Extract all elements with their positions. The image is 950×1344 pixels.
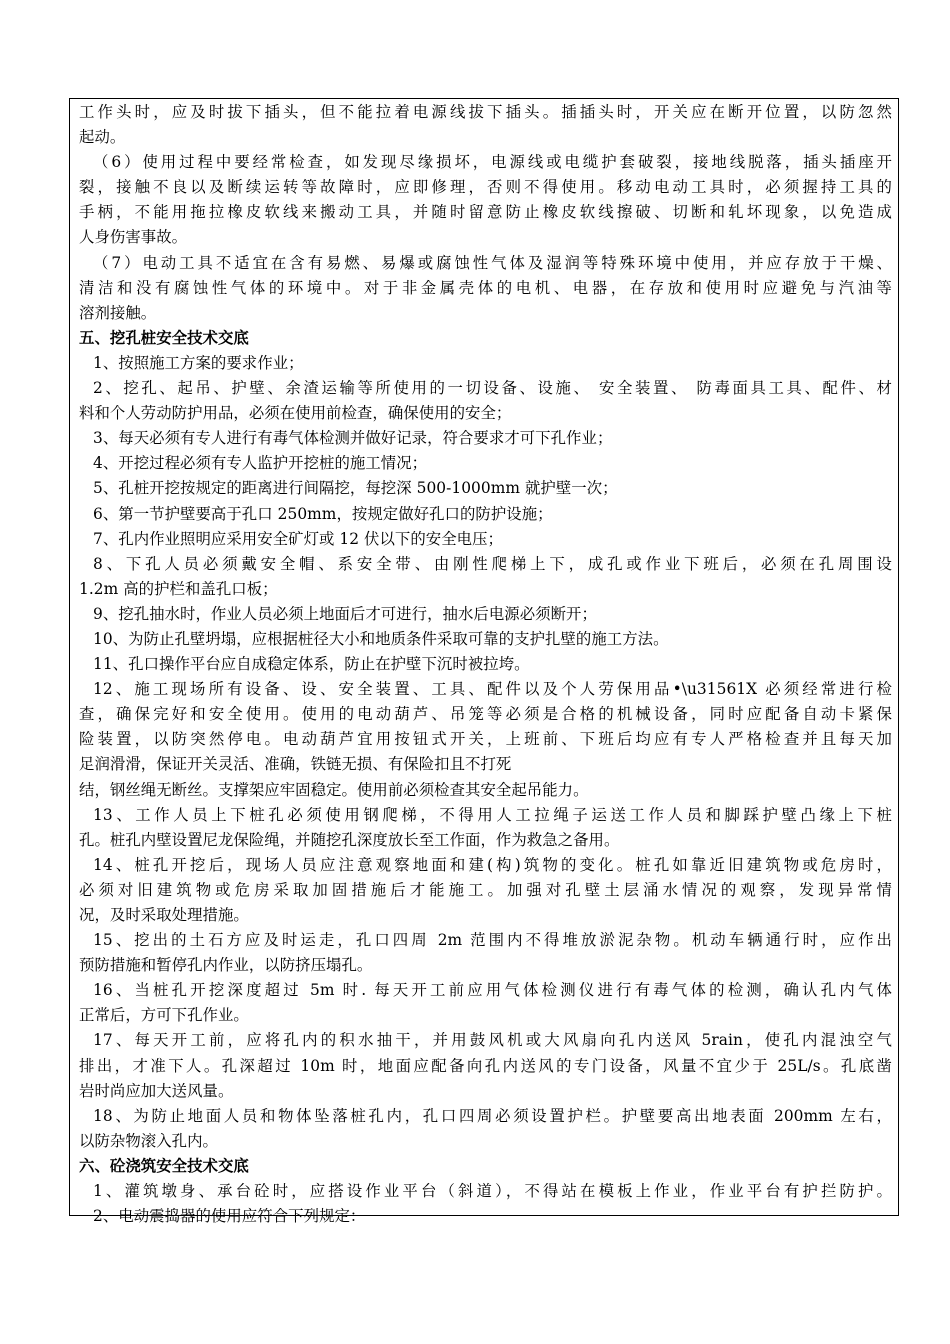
- text-line: 2、电动震捣器的使用应符合下列规定：: [93, 1207, 366, 1226]
- text-line: 正常后，方可下孔作业。: [79, 1006, 249, 1025]
- text-line: 11、孔口操作平台应自成稳定体系，防止在护壁下沉时被拉垮。: [93, 655, 530, 674]
- text-line: 结，钢丝绳无断丝。支撑架应牢固稳定。使用前必须检查其安全起吊能力。: [79, 780, 589, 799]
- text-line: 清洁和没有腐蚀性气体的环境中。对于非金属壳体的电机、电器，在存放和使用时应避免与汽油等: [79, 278, 892, 297]
- text-line: 裂，接触不良以及断续运转等故障时，应即修理，否则不得使用。移动电动工具时，必须握持工具的: [79, 178, 892, 197]
- text-line: 1、按照施工方案的要求作业；: [93, 353, 304, 372]
- text-line: （7）电动工具不适宜在含有易燃、易爆或腐蚀性气体及湿润等特殊环境中使用，并应存放于干燥、: [93, 253, 892, 272]
- text-line: 必须对旧建筑物或危房采取加固措施后才能施工。加强对孔壁土层涌水情况的观察，发现异常情: [79, 880, 892, 899]
- text-line: 2、挖孔、起吊、护壁、余渣运输等所使用的一切设备、设施、 安全装置、 防毒面具工具、配件、材: [93, 379, 892, 398]
- text-line: 14、桩孔开挖后，现场人员应注意观察地面和建(构)筑物的变化。桩孔如靠近旧建筑物或危房时，: [93, 855, 892, 874]
- text-line: 17、每天开工前，应将孔内的积水抽干，并用鼓风机或大风扇向孔内送风 5rain，使孔内混浊空气: [93, 1031, 892, 1050]
- text-line: 工作头时，应及时拔下插头，但不能拉着电源线拔下插头。插插头时，开关应在断开位置，以防忽然: [79, 103, 892, 121]
- section-heading: 五、挖孔桩安全技术交底: [79, 328, 249, 347]
- text-line: 12、施工现场所有设备、设、安全装置、工具、配件以及个人劳保用品•\u31561X 必须经常进行检: [93, 680, 892, 699]
- text-line: 人身伤害事故。: [79, 228, 188, 247]
- text-line: 16、当桩孔开挖深度超过 5m 时. 每天开工前应用气体检测仪进行有毒气体的检测，确认孔内气体: [93, 981, 892, 1000]
- text-line: 1.2m 高的护栏和盖孔口板；: [79, 579, 278, 598]
- text-line: 4、开挖过程必须有专人监护开挖桩的施工情况；: [93, 454, 428, 473]
- text-line: 溶剂接触。: [79, 303, 157, 322]
- text-line: 孔。桩孔内壁设置尼龙保险绳，并随挖孔深度放长至工作面，作为救急之备用。: [79, 830, 620, 849]
- text-line: 料和个人劳动防护用品，必须在使用前检查，确保使用的安全；: [79, 404, 512, 423]
- text-line: 起动。: [79, 128, 126, 147]
- text-line: 7、孔内作业照明应采用安全矿灯或 12 伏以下的安全电压；: [93, 529, 503, 548]
- text-line: 13、工作人员上下桩孔必须使用钢爬梯，不得用人工拉绳子运送工作人员和脚踩护壁凸缘上下桩: [93, 805, 892, 824]
- text-line: 6、第一节护壁要高于孔口 250mm，按规定做好孔口的防护设施；: [93, 504, 553, 523]
- text-line: 8、下孔人员必须戴安全帽、系安全带、由刚性爬梯上下，成孔或作业下班后，必须在孔周围设: [93, 554, 892, 573]
- text-line: 足润滑滑，保证开关灵活、准确，铁链无损、有保险扣且不打死: [79, 755, 512, 774]
- text-line: 手柄，不能用拖拉橡皮软线来搬动工具，并随时留意防止橡皮软线擦破、切断和轧坏现象，以免造成: [79, 203, 892, 222]
- text-line: 1、灌筑墩身、承台砼时，应搭设作业平台（斜道），不得站在模板上作业，作业平台有护拦防护。: [93, 1182, 892, 1201]
- text-line: 排出，才准下人。孔深超过 10m 时，地面应配备向孔内送风的专门设备，风量不宜少于 25L/s。孔底凿: [79, 1056, 892, 1075]
- text-line: 查，确保完好和安全使用。使用的电动葫芦、吊笼等必须是合格的机械设备，同时应配备自动卡紧保: [79, 705, 892, 724]
- text-line: 10、为防止孔壁坍塌，应根据桩径大小和地质条件采取可靠的支护扎壁的施工方法。: [93, 629, 669, 648]
- document-content-frame: [69, 98, 899, 1226]
- text-line: 岩时尚应加大送风量。: [79, 1081, 234, 1100]
- text-line: （6）使用过程中要经常检查，如发现尽缘损坏，电源线或电缆护套破裂，接地线脱落，插头插座开: [93, 153, 892, 172]
- text-line: 15、挖出的土石方应及时运走，孔口四周 2m 范围内不得堆放淤泥杂物。机动车辆通行时，应作出: [93, 931, 892, 950]
- text-line: 3、每天必须有专人进行有毒气体检测并做好记录，符合要求才可下孔作业；: [93, 429, 613, 448]
- text-line: 预防措施和暂停孔内作业，以防挤压塌孔。: [79, 956, 373, 975]
- text-line: 以防杂物滚入孔内。: [79, 1131, 218, 1150]
- text-line: 5、孔桩开挖按规定的距离进行间隔挖，每挖深 500-1000mm 就护壁一次；: [93, 479, 618, 498]
- text-line: 险装置，以防突然停电。电动葫芦宜用按钮式开关，上班前、下班后均应有专人严格检查并且每天加: [79, 730, 892, 749]
- section-heading: 六、砼浇筑安全技术交底: [79, 1156, 249, 1175]
- text-line: 9、挖孔抽水时，作业人员必须上地面后才可进行，抽水后电源必须断开；: [93, 604, 597, 623]
- text-line: 况，及时采取处理措施。: [79, 906, 249, 924]
- text-line: 18、为防止地面人员和物体坠落桩孔内，孔口四周必须设置护栏。护壁要高出地表面 200mm 左右，: [93, 1106, 892, 1125]
